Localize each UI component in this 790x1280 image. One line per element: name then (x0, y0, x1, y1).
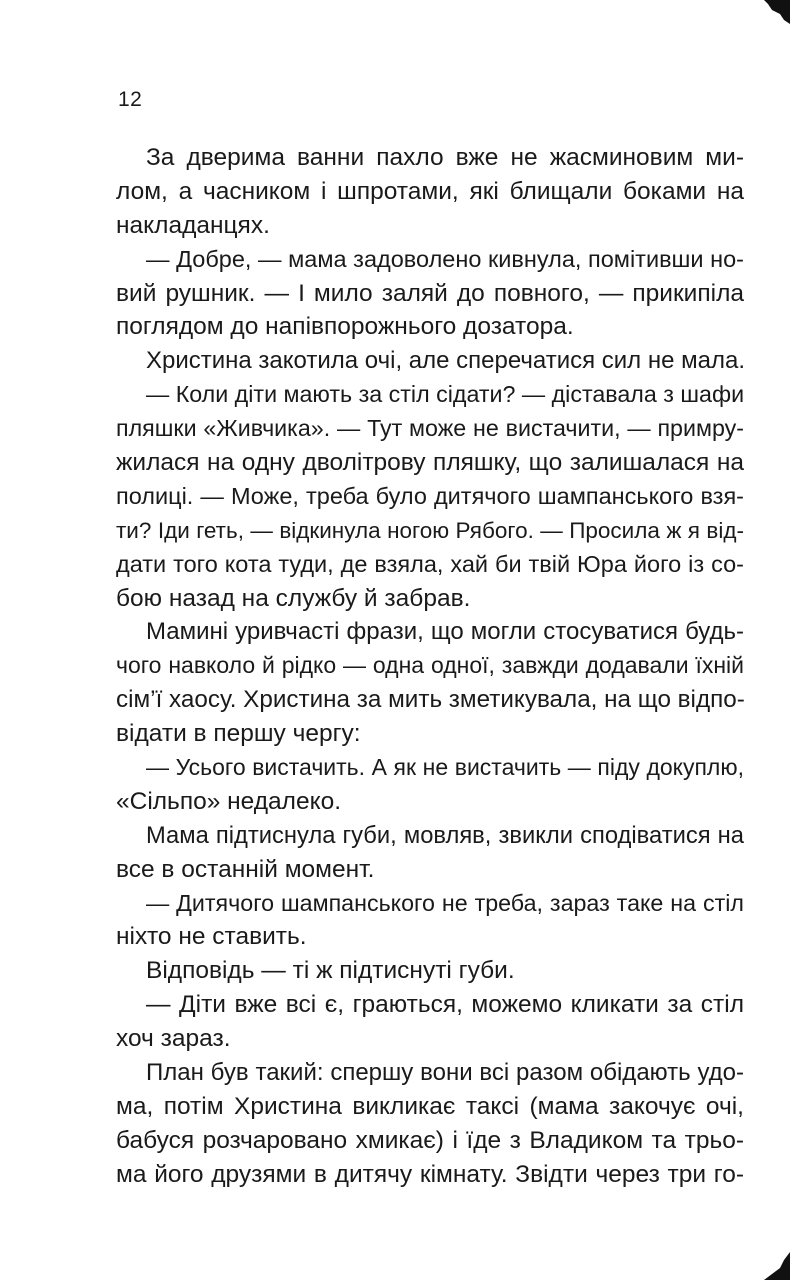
text-line: Відповідь — ті ж підтиснуті губи. (146, 957, 515, 985)
scan-edge-mark-top (758, 0, 790, 26)
text-line: — Дитячого шампанського не треба, зараз таке на стіл (146, 889, 744, 916)
text-line: ніхто не ставить. (116, 923, 307, 951)
text-line: ма його друзями в дитячу кімнату. Звідти через три го- (116, 1160, 744, 1188)
body-text (116, 141, 744, 1192)
text-line: — Діти вже всі є, граються, можемо кликати за стіл (146, 991, 744, 1019)
text-line: Мама підтиснула губи, мовляв, звикли сподіватися на (146, 821, 744, 849)
text-line: бою назад на службу й забрав. (116, 584, 471, 612)
text-line: поглядом до напівпорожнього дозатора. (116, 313, 574, 341)
text-line: План був такий: спершу вони всі разом обідають удо- (146, 1059, 744, 1087)
text-line: ма, потім Христина викликає таксі (мама закочує очі, (116, 1092, 744, 1120)
text-line: ти? Іди геть, — відкинула ногою Рябого. — Просила ж я від- (116, 517, 744, 543)
text-line: полиці. — Може, треба було дитячого шампанського взя- (116, 482, 744, 509)
text-line: пляшки «Живчика». — Тут може не вистачити, — примру- (116, 415, 744, 442)
text-line: дати того кота туди, де взяла, хай би твій Юра його із со- (116, 550, 744, 577)
text-line: лом, а часником і шпротами, які блищали боками на (116, 177, 744, 205)
text-line: За дверима ванни пахло вже не жасминовим ми- (146, 144, 744, 171)
text-line: відати в першу чергу: (116, 720, 361, 748)
text-line: накладанцях. (116, 211, 270, 239)
text-line: — Коли діти мають за стіл сідати? — діставала з шафи (146, 381, 745, 408)
scan-edge-mark-bottom (764, 1252, 790, 1280)
text-line: сім’ї хаосу. Христина за мить зметикувала, на що відпо- (116, 686, 745, 714)
text-line: Мамині уривчасті фрази, що могли стосуватися будь- (146, 618, 744, 646)
text-line: чого навколо й рідко — одна одної, завжди додавали їхній (116, 652, 744, 679)
text-line: Христина закотила очі, але сперечатися сил не мала. (146, 347, 745, 375)
text-line: вий рушник. — І мило заляй до повного, — прикипіла (116, 279, 744, 307)
page-number: 12 (118, 88, 143, 111)
text-line: — Усього вистачить. А як не вистачить — піду докуплю, (146, 754, 744, 781)
text-line: жилася на одну дволітрову пляшку, що залишалася на (116, 449, 744, 477)
text-line: все в останній момент. (116, 855, 375, 883)
text-line: «Сільпо» недалеко. (116, 787, 342, 815)
text-line: хоч зараз. (116, 1025, 231, 1053)
text-line: бабуся розчаровано хмикає) і їде з Владиком та трьо- (116, 1126, 744, 1154)
text-line: — Добре, — мама задоволено кивнула, помітивши но- (146, 245, 744, 272)
